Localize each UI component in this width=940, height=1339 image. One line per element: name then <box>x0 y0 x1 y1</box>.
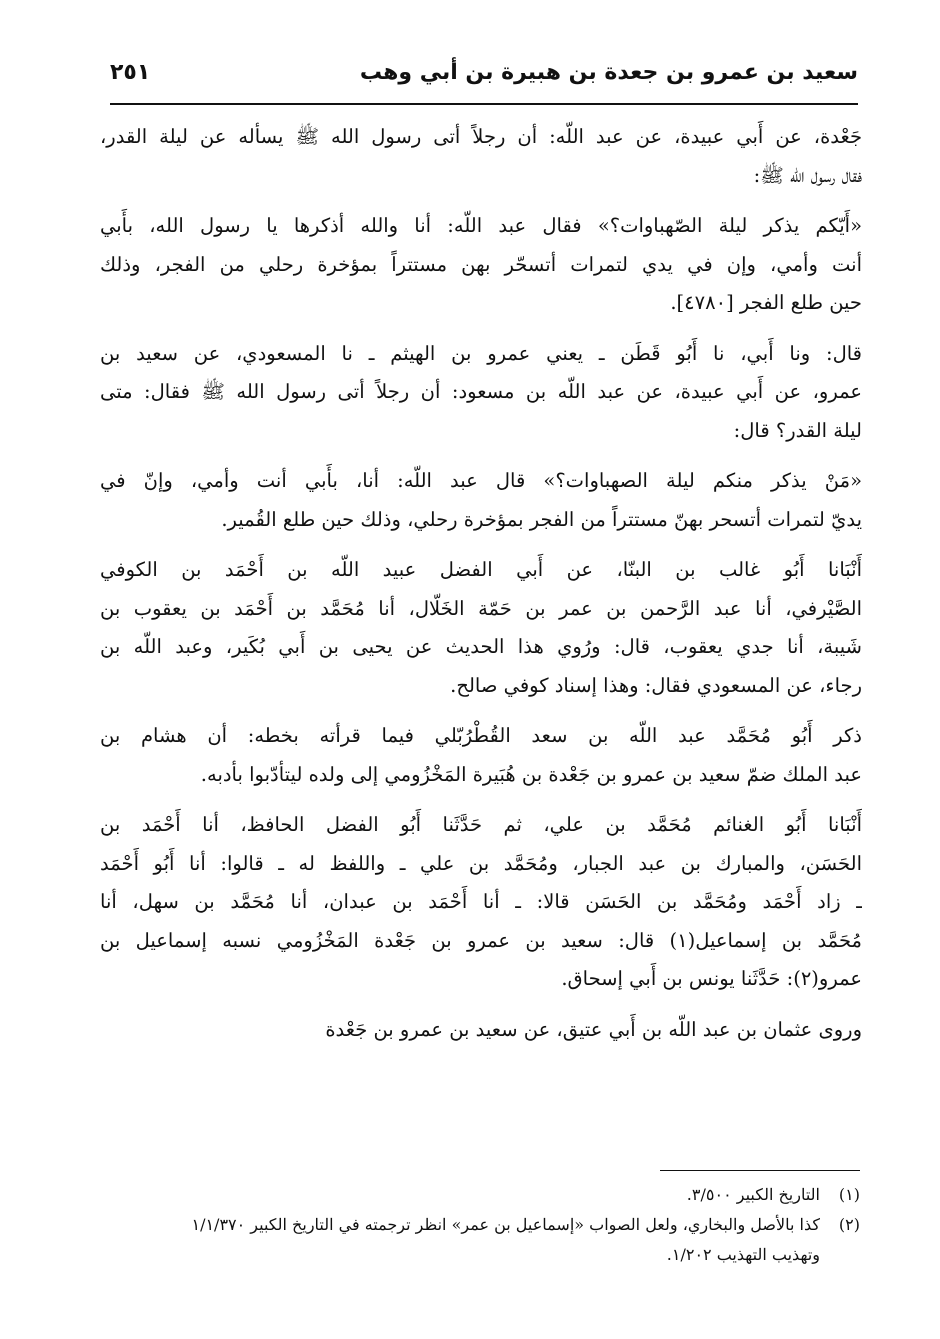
footnote-divider <box>660 1170 860 1171</box>
text-line: ذكر أَبُو مُحَمَّد عبد اللّه بن سعد القُطْرُبّلي فيما قرأته بخطه: أن هشام بن <box>100 724 862 747</box>
text-line: ـ زاد أَحْمَد ومُحَمَّد بن الحَسَن قالا: ـ أنا أَحْمَد بن عبدان، أنا مُحَمَّد بن سهل، أنا <box>100 890 862 913</box>
page-number: ٢٥١ <box>110 60 151 85</box>
paragraph <box>100 717 862 794</box>
text-line: مُحَمَّد بن إسماعيل(١) قال: سعيد بن عمرو بن جَعْدة المَخْزُومي نسبه إسماعيل بن <box>100 928 862 952</box>
paragraph <box>100 806 862 999</box>
paragraph <box>100 551 862 705</box>
text-line: عبد الملك ضمّ سعيد بن عمرو بن جَعْدة بن هُبَيرة المَخْزُومي إلى ولده ليتأدّبوا بأدبه. <box>200 762 862 786</box>
text-line: عمرو(٢): حَدَّثَنا يونس بن أَبي إسحاق. <box>561 967 862 990</box>
footnote-text: وتهذيب التهذيب ١/٢٠٢. <box>666 1245 820 1264</box>
text-line: عمرو، عن أَبي عبيدة، عن عبد اللّه بن مسعود: أن رجلاً أتى رسول الله ﷺ فقال: متى <box>100 380 862 403</box>
text-line: أنت وأمي، وإن في يدي لتمرات أتسحّر بهن مستتراً بمؤخرة رحلي من الفجر، وذلك <box>100 252 862 276</box>
text-line: قال: ونا أَبي، نا أَبُو قَطَن ـ يعني عمرو بن الهيثم ـ نا المسعودي، عن سعيد بن <box>100 341 862 365</box>
text-line: ليلة القدر؟ قال: <box>733 418 862 442</box>
running-head: سعيد بن عمرو بن جعدة بن هبيرة بن أبي وهب <box>359 60 858 85</box>
text-line: «مَنْ يذكر منكم ليلة الصهباوات؟» قال عبد اللّه: أنا، بأَبي أنت وأمي، وإنّ في <box>100 469 862 492</box>
footnote <box>100 1240 860 1270</box>
footnote-number: (١) <box>838 1185 860 1204</box>
text-line: أَنْبَانا أَبُو غالب بن البنّا، عن أَبي الفضل عبيد اللّه بن أَحْمَد بن الكوفي <box>100 558 862 581</box>
paragraph <box>100 1011 862 1050</box>
paragraph <box>100 118 862 195</box>
header-divider <box>110 103 858 105</box>
text-line: حين طلع الفجر [٤٧٨٠]. <box>670 291 862 314</box>
text-line: أَنْبَانا أَبُو الغنائم مُحَمَّد بن علي، ثم حَدَّثَنا أَبُو الفضل الحافظ، أنا أَحْمَد بن <box>100 813 862 836</box>
text-line: فقال رسول الله ﷺ: <box>753 163 862 187</box>
paragraph <box>100 207 862 323</box>
footnote-text: التاريخ الكبير ٣/٥٠٠. <box>686 1185 820 1204</box>
text-line: الحَسَن، والمبارك بن عبد الجبار، ومُحَمَّد بن علي ـ واللفظ له ـ قالوا: أنا أَبُو أَحْمَد <box>100 851 862 875</box>
footnote <box>100 1180 860 1210</box>
footnote-number: (٢) <box>838 1215 860 1234</box>
text-line: رجاء، عن المسعودي فقال: وهذا إسناد كوفي صالح. <box>450 673 862 697</box>
footnotes <box>100 1180 860 1270</box>
page-header <box>110 60 858 104</box>
text-line: يديّ لتمرات أتسحر بهنّ مستتراً من الفجر بمؤخرة رحلي، وذلك حين طلع القُمير. <box>221 507 862 531</box>
main-text <box>100 118 862 1061</box>
text-line: شَيبة، أنا جدي يعقوب، قال: ورُوي هذا الحديث عن يحيى بن أَبي بُكَير، وعبد اللّه بن <box>100 635 862 658</box>
text-line: وروى عثمان بن عبد اللّه بن أَبي عتيق، عن سعيد بن عمرو بن جَعْدة <box>325 1017 862 1041</box>
footnote-text: كذا بالأصل والبخاري، ولعل الصواب «إسماعيل بن عمر» انظر ترجمته في التاريخ الكبير ١/١/٣٧٠ <box>191 1215 820 1234</box>
text-line: «أَيّكم يذكر ليلة الصّهباوات؟» فقال عبد اللّه: أنا والله أذكرها يا رسول الله، بأَبي <box>100 214 862 237</box>
footnote <box>100 1210 860 1240</box>
paragraph <box>100 462 862 539</box>
text-line: الصَّيْرفي، أنا عبد الرَّحمن بن عمر بن حَمّة الخَلّال، أنا مُحَمَّد بن أَحْمَد بن يعقوب بن <box>100 596 862 620</box>
paragraph <box>100 335 862 451</box>
text-line: جَعْدة، عن أَبي عبيدة، عن عبد اللّه: أن رجلاً أتى رسول الله ﷺ يسأله عن ليلة القدر، <box>100 125 862 148</box>
